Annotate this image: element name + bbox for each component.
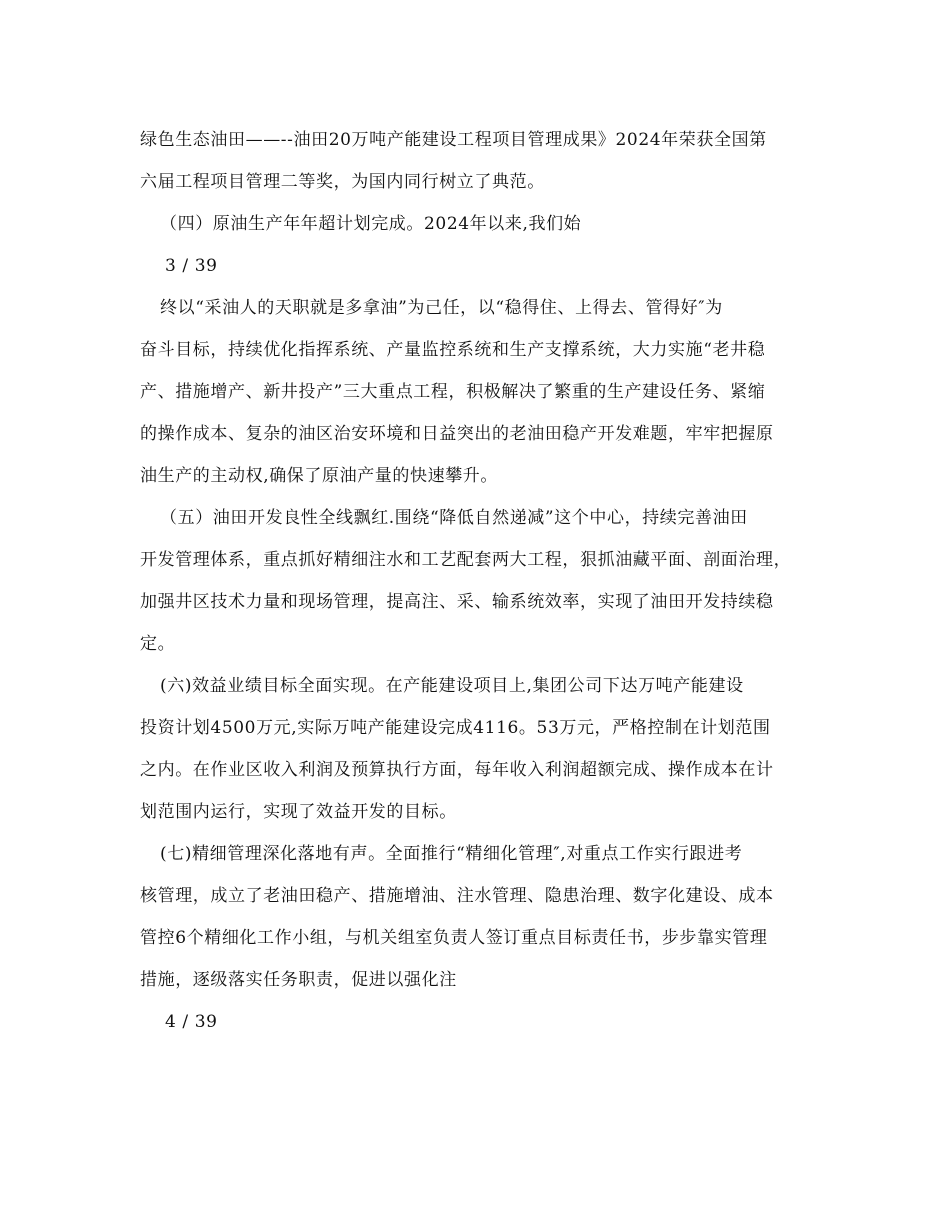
text-line: 定。 xyxy=(140,634,176,654)
text-line: 划范围内运行，实现了效益开发的目标。 xyxy=(140,802,457,822)
text-line: 开发管理体系，重点抓好精细注水和工艺配套两大工程，狠抓油藏平面、剖面治理， xyxy=(140,550,792,570)
text-line: （五）油田开发良性全线飘红.围绕“降低自然递减”这个中心，持续完善油田 xyxy=(160,508,748,528)
text-line: 投资计划4500万元,实际万吨产能建设完成4116。53万元，严格控制在计划范围 xyxy=(140,718,771,738)
text-line: 六届工程项目管理二等奖，为国内同行树立了典范。 xyxy=(140,172,545,192)
text-line: 之内。在作业区收入利润及预算执行方面，每年收入利润超额完成、操作成本在计 xyxy=(140,760,774,780)
text-line: （四）原油生产年年超计划完成。2024年以来,我们始 xyxy=(160,214,582,234)
text-line: 管控6个精细化工作小组，与机关组室负责人签订重点目标责任书，步步靠实管理 xyxy=(140,928,768,948)
text-line: 油生产的主动权,确保了原油产量的快速攀升。 xyxy=(140,466,499,486)
text-line: 核管理，成立了老油田稳产、措施增油、注水管理、隐患治理、数字化建设、成本 xyxy=(140,886,774,906)
text-line: 终以“采油人的天职就是多拿油”为己任，以“稳得住、上得去、管得好″为 xyxy=(160,298,723,318)
text-line: 的操作成本、复杂的油区治安环境和日益突出的老油田稳产开发难题，牢牢把握原 xyxy=(140,424,774,444)
text-line: 绿色生态油田——--油田20万吨产能建设工程项目管理成果》2024年荣获全国第 xyxy=(140,130,767,150)
page-number: 3 / 39 xyxy=(165,256,218,276)
page-number: 4 / 39 xyxy=(165,1012,218,1032)
text-line: 奋斗目标，持续优化指挥系统、产量监控系统和生产支撑系统，大力实施“老井稳 xyxy=(140,340,766,360)
text-line: (六)效益业绩目标全面实现。在产能建设项目上,集团公司下达万吨产能建设 xyxy=(160,676,744,696)
text-line: 加强井区技术力量和现场管理，提高注、采、输系统效率，实现了油田开发持续稳 xyxy=(140,592,774,612)
text-line: (七)精细管理深化落地有声。全面推行“精细化管理″,对重点工作实行跟进考 xyxy=(160,844,743,864)
text-line: 措施，逐级落实任务职责，促进以强化注 xyxy=(140,970,457,990)
text-line: 产、措施增产、新井投产”三大重点工程，积极解决了繁重的生产建设任务、紧缩 xyxy=(140,382,766,402)
